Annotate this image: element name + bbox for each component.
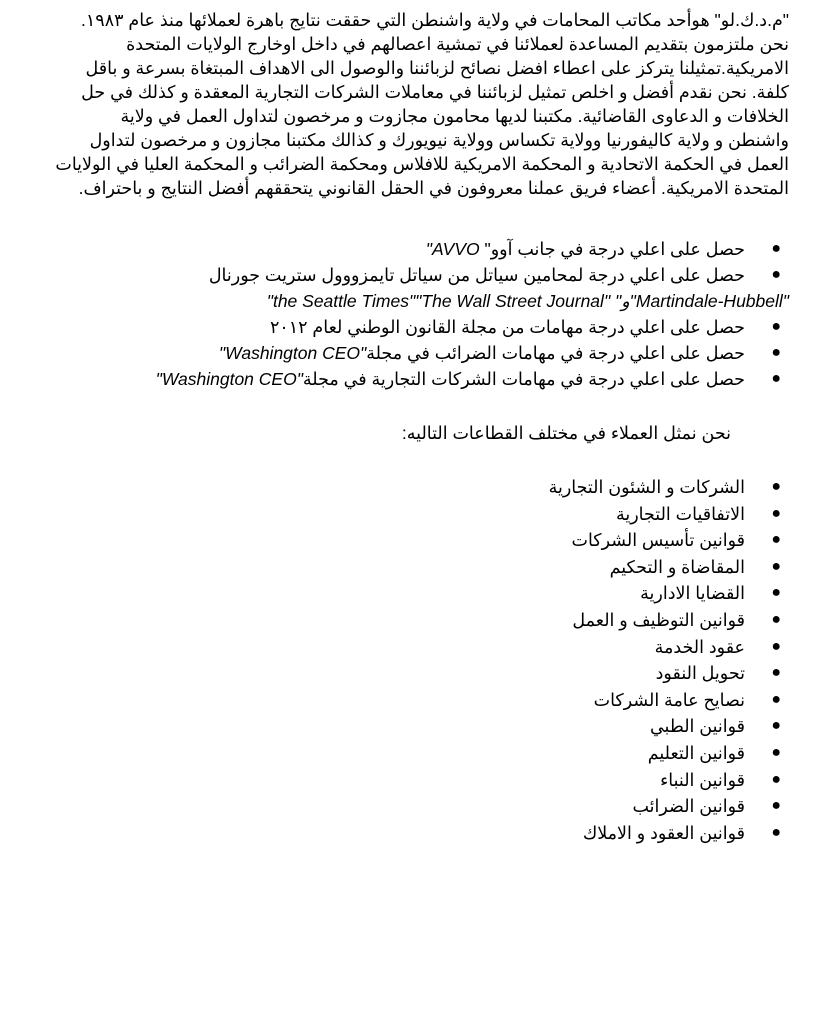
bullet-icon: ● [771,664,781,682]
intro-line: واشنطن و ولاية كاليفورنيا وولاية تكساس وولاية نيويورك و كذالك مكتبنا مجازون و مرخصون لتداول [89,130,789,150]
intro-line: نحن ملتزمون بتقديم المساعدة لعملائنا في تمشية اعصالهم في داخل اوخارج الولايات المتحدة [126,34,789,54]
bullet-icon: ● [771,344,781,361]
sectors-list [49,474,789,846]
achievement-text: حصل على اعلي درجة في مهامات الضرائب في مجلة [366,343,745,363]
bullet-icon: ● [771,370,781,387]
sector-item [49,740,789,767]
achievements-list [49,236,789,392]
bullet-icon: ● [771,531,781,549]
bullet-icon: ● [771,690,781,708]
sector-item [49,554,789,581]
bullet-icon: ● [771,770,781,788]
sector-item [49,687,789,714]
sector-label: قوانين العقود و الاملاك [582,822,745,843]
sector-label: عقود الخدمة [654,636,745,657]
sector-item [49,474,789,501]
achievement-item [49,262,789,314]
sector-label: القضايا الادارية [640,583,745,604]
intro-line: العمل في الحكمة الاتحادية و المحكمة الامريكية للافلاس ومحكمة الضرائب و المحكمة العليا في الولايات [55,154,789,174]
sector-label: نصايح عامة الشركات [593,689,745,710]
achievement-item [49,340,789,366]
sector-label: المقاضاة و التحكيم [609,556,745,577]
intro-line: كلفة. نحن نقدم أفضل و اخلص تمثيل لزبائننا في معاملات الشركات التجارية المعقدة و كذلك في حل [81,82,789,102]
intro-line: المتحدة الامريكية. أعضاء فريق عملنا معروفون في الحقل القانوني يتحققهم أفضل النتايج و باحتراف. [78,178,789,198]
sectors-heading: نحن نمثل العملاء في مختلف القطاعات التاليه: [401,423,731,443]
bullet-icon: ● [771,823,781,841]
bullet-icon: ● [771,504,781,522]
sector-label: قوانين التوظيف و العمل [572,609,745,630]
achievement-text: حصل على اعلي درجة لمحامين سياتل من سياتل تايمزووول ستريت جورنال [208,265,745,285]
intro-line: الخلافات و الدعاوى القاضائية. مكتبنا لديها محامون مجازوت و مرخصون لتداول العمل في ولاية [120,106,789,126]
sector-item [49,527,789,554]
sector-item [49,634,789,661]
achievement-publications: "Martindale-Hubbell"و" "the Seattle Times""The Wall Street Journal" [266,291,789,311]
sector-label: تحويل النقود [655,663,745,684]
bullet-icon: ● [771,610,781,628]
sector-item [49,767,789,794]
achievement-english-name: AVVO" [425,239,480,259]
intro-line: الامريكية.تمثيلنا يتركز على اعطاء افضل نصائح لزبائننا والوصول الى الاهداف المبتغاة بسرعة و باقل [85,58,789,78]
sector-item [49,713,789,740]
bullet-icon: ● [771,717,781,735]
bullet-icon: ● [771,557,781,575]
achievement-item [49,314,789,340]
sector-item [49,607,789,634]
bullet-icon: ● [771,584,781,602]
sector-item [49,580,789,607]
achievement-english-name: "Washington CEO" [218,343,367,363]
intro-paragraph [51,8,789,200]
sector-item [49,660,789,687]
sector-label: قوانين التعليم [647,742,745,763]
sector-label: الاتفاقيات التجارية [615,503,745,524]
bullet-icon: ● [771,637,781,655]
bullet-icon: ● [771,797,781,815]
achievement-text: حصل على اعلي درجة في مهامات الشركات التجارية في مجلة [302,369,745,389]
sector-label: قوانين النباء [660,769,745,790]
bullet-icon: ● [771,240,781,257]
achievement-text: حصل على اعلي درجة في جانب آوو" [479,239,745,259]
achievement-item [49,236,789,262]
sector-label: الشركات و الشئون التجارية [548,477,745,497]
intro-line: "م.د.ك.لو" هوأحد مكاتب المحامات في ولاية واشنطن التي حققت نتايج باهرة لعملائها منذ عام ١٩٨٣. [81,10,789,30]
sector-item [49,820,789,847]
sector-label: قوانين الضرائب [632,796,745,817]
achievement-text: حصل على اعلي درجة مهامات من مجلة القانون الوطني لعام ٢٠١٢ [269,317,745,337]
bullet-icon: ● [771,743,781,761]
achievement-english-name: "Washington CEO" [155,369,303,389]
sector-label: قوانين الطبي [649,716,745,737]
achievement-item [49,366,789,392]
sector-item [49,793,789,820]
sector-label: قوانين تأسيس الشركات [571,530,745,551]
sector-item [49,501,789,528]
bullet-icon: ● [771,318,781,335]
bullet-icon: ● [771,266,781,283]
bullet-icon: ● [771,478,781,495]
